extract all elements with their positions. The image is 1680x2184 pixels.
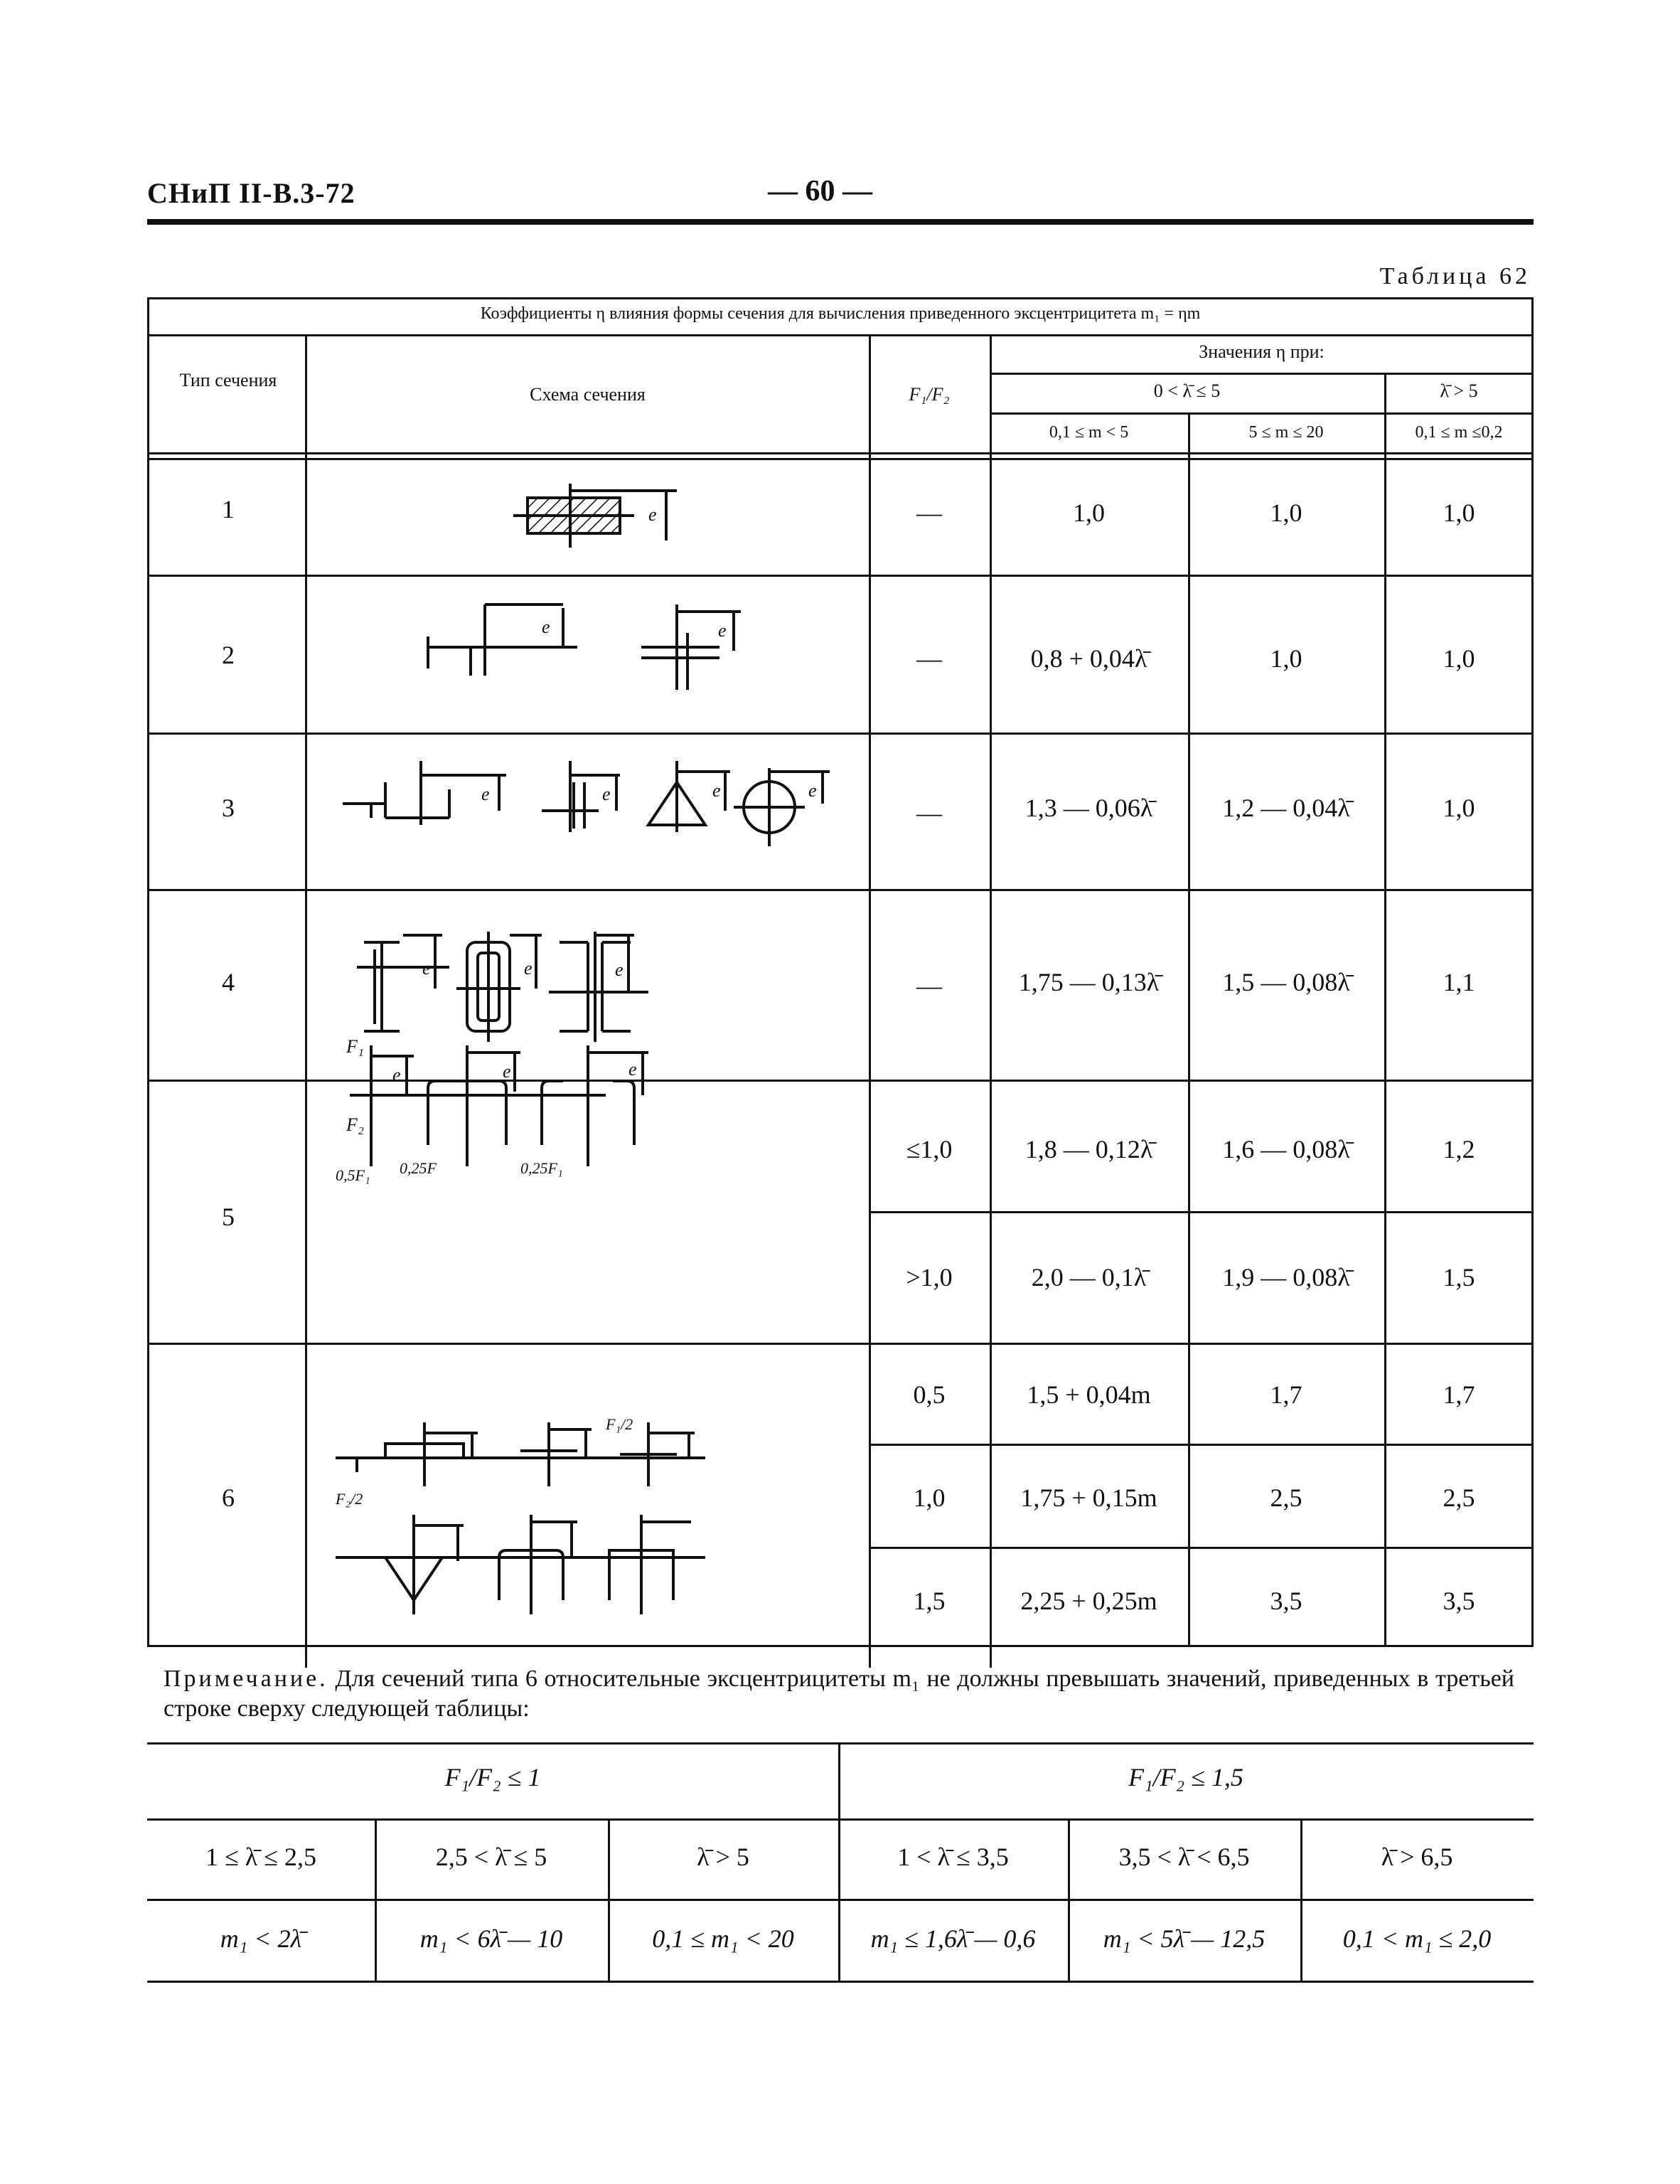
row-type-4: 4 <box>222 968 235 996</box>
row-ratio-5a: ≤1,0 <box>906 1135 953 1163</box>
schema-label-f1-half: F₁/2 <box>606 1415 633 1433</box>
row3-v1: 1,3 — 0,06λ̄ <box>1024 794 1153 822</box>
header-rule <box>147 219 1534 225</box>
row4-v2: 1,5 — 0,08λ̄ <box>1222 968 1350 996</box>
values-header: Значения η при: <box>1199 341 1325 362</box>
row-ratio-6a: 0,5 <box>913 1380 946 1409</box>
schema-2-tee <box>428 604 741 690</box>
table-caption: Коэффициенты η влияния формы сечения для вычисления приведенного эксцентрицитета m₁ = ηm <box>480 304 1201 323</box>
svg-text:e: e <box>524 958 533 979</box>
schema-label-f1: F₁ <box>346 1036 364 1057</box>
row6c-v3: 3,5 <box>1443 1587 1475 1615</box>
row5b-v1: 2,0 — 0,1λ̄ <box>1031 1263 1147 1291</box>
row-ratio-1: — <box>916 499 942 527</box>
limits-value-6: 0,1 < m₁ ≤ 2,0 <box>1342 1924 1492 1953</box>
svg-text:e: e <box>422 958 431 979</box>
sub-a2-header: 5 ≤ m ≤ 20 <box>1248 423 1324 442</box>
schema-5-sections <box>336 1036 648 1184</box>
row-type-5: 5 <box>222 1203 235 1231</box>
range-b-header: λ̄ > 5 <box>1440 380 1478 401</box>
row6b-v1: 1,75 + 0,15m <box>1020 1483 1157 1512</box>
page-number: — 60 — <box>768 175 872 208</box>
note-text: Для сечений типа 6 относительные эксцентрицитеты m₁ не должны превышать значений, приведенных в третьей строке сверху следующей таблицы: <box>164 1666 1514 1722</box>
svg-text:e: e <box>712 780 721 801</box>
row6b-v2: 2,5 <box>1270 1483 1302 1512</box>
schema-label-q025: 0,25F <box>400 1159 437 1177</box>
row-ratio-5b: >1,0 <box>906 1263 953 1291</box>
row-ratio-4: — <box>916 971 942 1000</box>
row-type-1: 1 <box>222 495 235 523</box>
row-type-2: 2 <box>222 641 235 669</box>
svg-text:e: e <box>628 1059 637 1080</box>
range-a-header: 0 < λ̄ ≤ 5 <box>1153 380 1221 401</box>
row1-v1: 1,0 <box>1073 499 1105 527</box>
row-ratio-3: — <box>916 799 942 827</box>
col-ratio-header: F₁/F₂ <box>909 384 950 405</box>
row6a-v1: 1,5 + 0,04m <box>1027 1380 1151 1409</box>
note-lead: Примечание. <box>164 1666 328 1692</box>
row4-v1: 1,75 — 0,13λ̄ <box>1018 968 1160 996</box>
schema-label-f2: F₂ <box>346 1114 364 1135</box>
limits-range-2: 2,5 < λ̄ ≤ 5 <box>435 1843 547 1871</box>
schema-6-sections <box>335 1415 705 1614</box>
row5a-v1: 1,8 — 0,12λ̄ <box>1024 1135 1153 1163</box>
svg-text:e: e <box>503 1061 511 1082</box>
limits-range-1: 1 ≤ λ̄ ≤ 2,5 <box>205 1843 316 1871</box>
row5b-v2: 1,9 — 0,08λ̄ <box>1222 1263 1350 1291</box>
row2-v3: 1,0 <box>1443 644 1475 673</box>
row5a-v3: 1,2 <box>1443 1135 1475 1163</box>
row6a-v2: 1,7 <box>1270 1380 1302 1409</box>
svg-text:e: e <box>481 784 490 804</box>
limits-range-5: 3,5 < λ̄ < 6,5 <box>1118 1843 1250 1871</box>
row-type-3: 3 <box>222 794 235 822</box>
note-paragraph <box>164 1664 1514 1724</box>
row2-v2: 1,0 <box>1270 644 1302 673</box>
col-schema-header: Схема сечения <box>530 384 646 405</box>
limits-head-right: F₁/F₂ ≤ 1,5 <box>1128 1763 1243 1791</box>
limits-range-3: λ̄ > 5 <box>697 1843 749 1871</box>
limits-value-5: m₁ < 5λ̄ — 12,5 <box>1103 1924 1266 1953</box>
row-ratio-2: — <box>916 644 942 673</box>
row6c-v1: 2,25 + 0,25m <box>1020 1587 1157 1615</box>
limits-value-2: m₁ < 6λ̄ — 10 <box>419 1924 563 1953</box>
section-schemas <box>307 462 869 1643</box>
col-type-header: Тип сечения <box>179 370 277 390</box>
svg-text:e: e <box>542 617 550 637</box>
svg-text:e: e <box>602 784 611 804</box>
row-ratio-6c: 1,5 <box>913 1587 946 1615</box>
row-ratio-6b: 1,0 <box>913 1483 946 1512</box>
row1-v3: 1,0 <box>1443 499 1475 527</box>
limits-value-4: m₁ ≤ 1,6λ̄ — 0,6 <box>870 1924 1036 1953</box>
row1-v2: 1,0 <box>1270 499 1302 527</box>
row3-v3: 1,0 <box>1443 794 1475 822</box>
row6b-v3: 2,5 <box>1443 1483 1475 1512</box>
schema-label-q05: 0,5F₁ <box>336 1166 370 1184</box>
limits-value-1: m₁ < 2λ̄ <box>220 1924 302 1953</box>
row2-v1: 0,8 + 0,04λ̄ <box>1030 644 1147 673</box>
schema-3-various <box>343 761 830 846</box>
limits-value-3: 0,1 ≤ m₁ < 20 <box>652 1924 794 1953</box>
limits-range-4: 1 < λ̄ ≤ 3,5 <box>897 1843 1009 1871</box>
svg-text:e: e <box>808 780 817 801</box>
row6c-v2: 3,5 <box>1270 1587 1302 1615</box>
row5b-v3: 1,5 <box>1443 1263 1475 1291</box>
svg-text:e: e <box>615 959 624 980</box>
sub-b-header: 0,1 ≤ m ≤0,2 <box>1415 423 1503 442</box>
schema-label-f2-half: F₂/2 <box>336 1490 363 1508</box>
sub-a1-header: 0,1 ≤ m < 5 <box>1049 423 1129 442</box>
document-code: СНиП II-В.3-72 <box>147 177 355 209</box>
schema-label-q025b: 0,25F₁ <box>520 1159 563 1177</box>
limits-range-6: λ̄ > 6,5 <box>1381 1843 1453 1871</box>
row3-v2: 1,2 — 0,04λ̄ <box>1222 794 1350 822</box>
row5a-v2: 1,6 — 0,08λ̄ <box>1222 1135 1350 1163</box>
schema-1-rectangle <box>513 484 677 548</box>
limits-head-left: F₁/F₂ ≤ 1 <box>444 1763 541 1791</box>
row6a-v3: 1,7 <box>1443 1380 1475 1409</box>
svg-text:e: e <box>392 1065 401 1085</box>
schema-label-e: e <box>648 504 657 525</box>
row4-v3: 1,1 <box>1443 968 1475 996</box>
row-type-6: 6 <box>222 1483 235 1512</box>
table-label: Таблица 62 <box>1379 263 1531 289</box>
schema-4-ibeam <box>357 932 648 1042</box>
svg-text:e: e <box>718 620 727 641</box>
